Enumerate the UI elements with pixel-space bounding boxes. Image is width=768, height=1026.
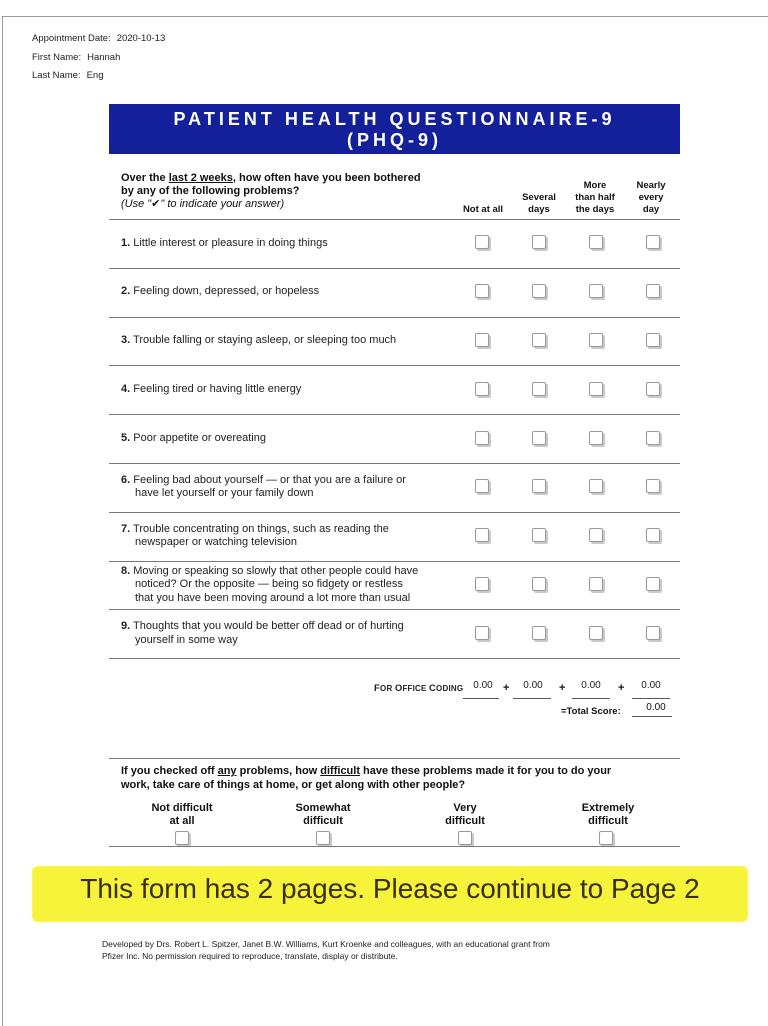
oc-f: F (374, 683, 381, 694)
row-divider (109, 317, 680, 318)
col-nearly-3: day (642, 204, 660, 215)
q2-checkbox-not-at-all[interactable] (475, 284, 489, 298)
q5-checkbox-nearly-every-day[interactable] (646, 431, 660, 445)
total-score-line (632, 716, 672, 717)
question-number: 7. (121, 522, 131, 535)
q9-checkbox-not-at-all[interactable] (475, 626, 489, 640)
q1-checkbox-nearly-every-day[interactable] (646, 235, 660, 249)
question-line: Poor appetite or overeating (133, 431, 266, 444)
instr-over-the: Over the (121, 172, 169, 184)
footer-credits (102, 938, 692, 962)
difficulty-checkbox-extremely[interactable] (599, 831, 613, 845)
col-more-3: the days (575, 204, 615, 215)
question-2-text (121, 285, 461, 299)
col-nearly-1: Nearly (636, 180, 666, 191)
question-line: Feeling tired or having little energy (133, 383, 302, 396)
instr-rest: , how often have you been bothered (232, 172, 421, 184)
score-several-days: 0.00 (523, 680, 543, 691)
question-line: that you have been moving around a lot more than usual (135, 591, 411, 604)
questions-instructions (121, 172, 451, 211)
q2-checkbox-several-days[interactable] (532, 284, 546, 298)
diff-opt-2-l1: Very (453, 802, 477, 814)
question-line: Trouble concentrating on things, such as reading the (133, 522, 389, 535)
title-line-2: (PHQ-9) (347, 130, 442, 150)
score-line-4 (632, 698, 670, 699)
total-score-label: =Total Score: (561, 706, 621, 717)
question-line: Moving or speaking so slowly that other people could have (133, 564, 419, 577)
q3-checkbox-several-days[interactable] (532, 333, 546, 347)
q1-checkbox-more-than-half[interactable] (589, 235, 603, 249)
plus-2: + (559, 682, 566, 694)
question-3-text (121, 334, 461, 348)
total-score-value: 0.00 (646, 702, 666, 713)
q5-checkbox-several-days[interactable] (532, 431, 546, 445)
question-number: 2. (121, 285, 131, 298)
question-8-text (121, 565, 461, 606)
question-number: 6. (121, 473, 131, 486)
q6-checkbox-more-than-half[interactable] (589, 479, 603, 493)
row-divider (109, 365, 680, 366)
instructions-line-2: by any of the following problems? (121, 185, 300, 197)
title-line-1: PATIENT HEALTH QUESTIONNAIRE-9 (173, 109, 616, 129)
question-line: Thoughts that you would be better off dead or of hurting (133, 620, 404, 633)
difficulty-question-line-2: work, take care of things at home, or get along with other people? (121, 779, 466, 791)
question-line: newspaper or watching television (135, 536, 298, 549)
question-4-text (121, 383, 461, 397)
diff-opt-0-l2: at all (169, 815, 195, 827)
difficulty-checkbox-not-difficult[interactable] (175, 831, 189, 845)
continue-notice: This form has 2 pages. Please continue to Page 2 (80, 873, 700, 904)
col-more-1: More (583, 180, 607, 191)
q4-checkbox-not-at-all[interactable] (475, 382, 489, 396)
difficulty-question-line-1 (121, 764, 661, 778)
q5-checkbox-not-at-all[interactable] (475, 431, 489, 445)
row-divider (109, 268, 680, 269)
row-divider (109, 463, 680, 464)
q1-checkbox-several-days[interactable] (532, 235, 546, 249)
appointment-date (32, 33, 165, 44)
question-6-text (121, 474, 461, 501)
score-nearly-every-day: 0.00 (641, 680, 661, 691)
question-line: yourself in some way (135, 633, 238, 646)
score-more-than-half: 0.00 (581, 680, 601, 691)
difficulty-option-extremely (558, 802, 658, 828)
difficulty-bottom-divider (109, 846, 680, 847)
header-divider (109, 219, 680, 220)
row-divider (109, 414, 680, 415)
score-not-at-all: 0.00 (473, 680, 493, 691)
question-number: 3. (121, 334, 131, 347)
col-header-more-than-half (569, 180, 621, 216)
diff-opt-3-l2: difficult (588, 815, 628, 827)
q3-checkbox-nearly-every-day[interactable] (646, 333, 660, 347)
difficulty-checkbox-very[interactable] (458, 831, 472, 845)
q6-checkbox-not-at-all[interactable] (475, 479, 489, 493)
row-divider (109, 512, 680, 513)
col-nearly-2: every (638, 192, 664, 203)
q4-checkbox-nearly-every-day[interactable] (646, 382, 660, 396)
last-name (32, 70, 103, 81)
q5-checkbox-more-than-half[interactable] (589, 431, 603, 445)
q4-checkbox-several-days[interactable] (532, 382, 546, 396)
q9-checkbox-several-days[interactable] (532, 626, 546, 640)
row-divider (109, 561, 680, 562)
q3-checkbox-not-at-all[interactable] (475, 333, 489, 347)
difficulty-divider (109, 758, 680, 759)
question-number: 1. (121, 236, 131, 249)
question-line: Feeling bad about yourself — or that you are a failure or (133, 473, 406, 486)
question-line: noticed? Or the opposite — being so fidgety or restless (135, 578, 403, 591)
oc-ffice: FFICE (402, 684, 429, 693)
question-number: 9. (121, 620, 131, 633)
oc-or: OR (380, 684, 395, 693)
footer-line-1: Developed by Drs. Robert L. Spitzer, Janet B.W. Williams, Kurt Kroenke and colleagues, with an educational grant from (102, 939, 550, 949)
q8-checkbox-more-than-half[interactable] (589, 577, 603, 591)
oc-o: O (394, 683, 403, 694)
difficulty-checkbox-somewhat[interactable] (316, 831, 330, 845)
question-1-text (121, 237, 461, 251)
appointment-date-label: Appointment Date: (32, 33, 111, 44)
score-line-2 (513, 698, 551, 699)
question-9-text (121, 620, 461, 647)
q2-checkbox-nearly-every-day[interactable] (646, 284, 660, 298)
col-several-2: days (528, 204, 550, 215)
q1-checkbox-not-at-all[interactable] (475, 235, 489, 249)
question-5-text (121, 432, 461, 446)
dq-any: any (217, 765, 237, 777)
difficulty-option-somewhat (273, 802, 373, 828)
question-number: 5. (121, 431, 131, 444)
first-name-label: First Name: (32, 52, 82, 63)
diff-opt-2-l2: difficult (445, 815, 485, 827)
dq-part2: problems, how (236, 765, 321, 777)
col-header-nearly-every-day (628, 180, 674, 216)
instructions-line-1 (121, 172, 451, 185)
diff-opt-0-l1: Not difficult (151, 802, 213, 814)
question-line: Little interest or pleasure in doing things (133, 236, 328, 249)
col-header-several-days (516, 192, 562, 216)
oc-c: C (428, 683, 437, 694)
q4-checkbox-more-than-half[interactable] (589, 382, 603, 396)
last-name-label: Last Name: (32, 70, 81, 81)
row-divider (109, 609, 680, 610)
row-divider (109, 658, 680, 659)
col-several-1: Several (522, 192, 556, 203)
office-coding-label (374, 683, 463, 694)
q7-checkbox-more-than-half[interactable] (589, 528, 603, 542)
dq-part3: have these problems made it for you to do your (360, 765, 612, 777)
q9-checkbox-nearly-every-day[interactable] (646, 626, 660, 640)
dq-difficult: difficult (320, 765, 360, 777)
q7-checkbox-several-days[interactable] (532, 528, 546, 542)
first-name (32, 52, 120, 63)
difficulty-option-not-difficult (132, 802, 232, 828)
question-line: Feeling down, depressed, or hopeless (133, 285, 320, 298)
col-more-2: than half (575, 192, 615, 203)
q6-checkbox-several-days[interactable] (532, 479, 546, 493)
oc-oding: ODING (436, 684, 464, 693)
diff-opt-3-l1: Extremely (581, 802, 635, 814)
q7-checkbox-not-at-all[interactable] (475, 528, 489, 542)
plus-1: + (503, 682, 510, 694)
difficulty-question (121, 764, 661, 792)
q7-checkbox-nearly-every-day[interactable] (646, 528, 660, 542)
appointment-date-value: 2020-10-13 (116, 33, 166, 44)
dq-part1: If you checked off (121, 765, 218, 777)
diff-opt-1-l1: Somewhat (295, 802, 351, 814)
plus-3: + (618, 682, 625, 694)
q2-checkbox-more-than-half[interactable] (589, 284, 603, 298)
col-header-not-at-all (457, 204, 509, 216)
col-not-at-all-text: Not at all (462, 204, 504, 215)
q8-checkbox-nearly-every-day[interactable] (646, 577, 660, 591)
question-7-text (121, 523, 461, 550)
q8-checkbox-several-days[interactable] (532, 577, 546, 591)
q6-checkbox-nearly-every-day[interactable] (646, 479, 660, 493)
score-line-1 (463, 698, 499, 699)
diff-opt-1-l2: difficult (303, 815, 343, 827)
question-line: have let yourself or your family down (135, 487, 314, 500)
q9-checkbox-more-than-half[interactable] (589, 626, 603, 640)
question-line: Trouble falling or staying asleep, or sleeping too much (133, 334, 397, 347)
first-name-value: Hannah (87, 52, 121, 63)
question-number: 8. (121, 564, 131, 577)
question-number: 4. (121, 383, 131, 396)
score-line-3 (572, 698, 610, 699)
footer-line-2: Pfizer Inc. No permission required to reproduce, translate, display or distribute. (102, 951, 398, 961)
last-name-value: Eng (86, 70, 104, 81)
title-banner (109, 104, 680, 154)
instr-last-2-weeks: last 2 weeks (168, 172, 233, 184)
q8-checkbox-not-at-all[interactable] (475, 577, 489, 591)
difficulty-option-very (415, 802, 515, 828)
instructions-line-3: (Use "✔" to indicate your answer) (121, 198, 285, 210)
q3-checkbox-more-than-half[interactable] (589, 333, 603, 347)
